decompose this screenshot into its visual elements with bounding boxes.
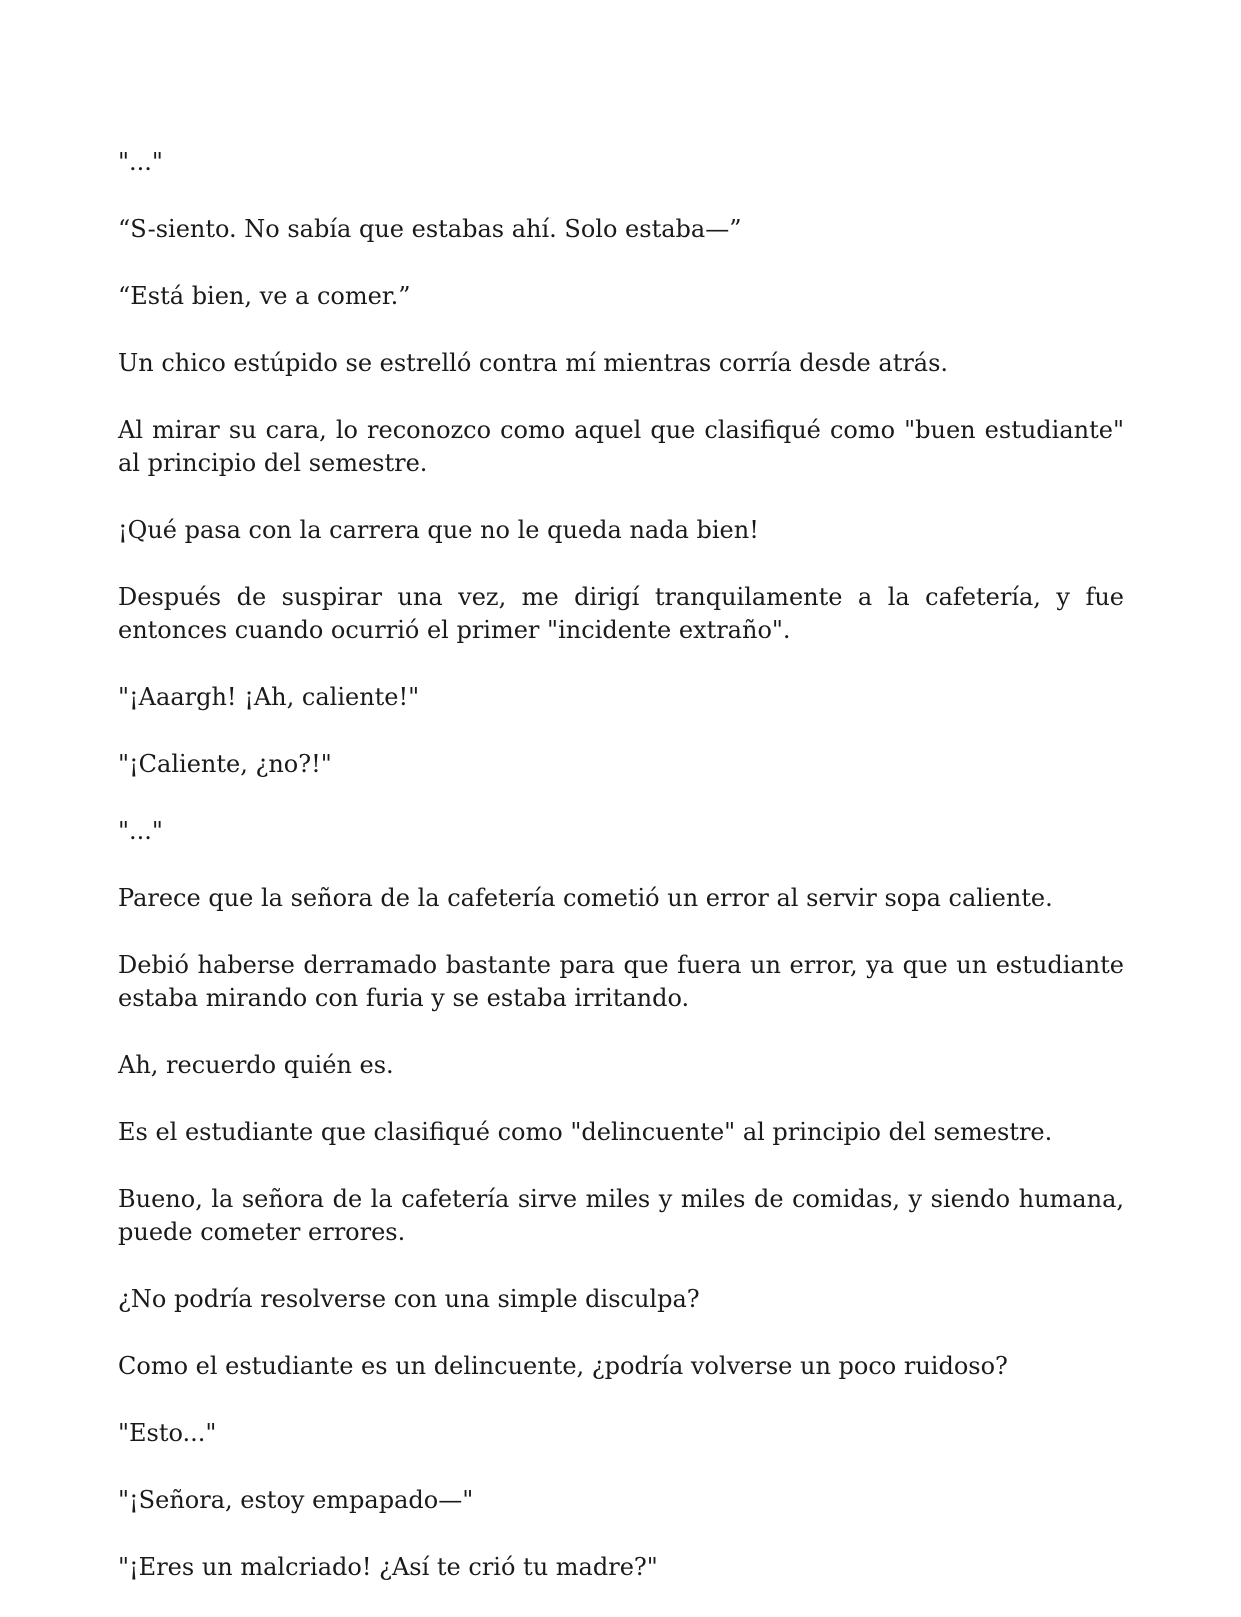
paragraph: "..." xyxy=(118,148,163,176)
paragraph: ¿No podría resolverse con una simple disculpa? xyxy=(118,1285,700,1313)
paragraph: Después de suspirar una vez, me dirigí tranquilamente a la cafetería, y fue entonces cuando ocurrió el primer "incidente extraño". xyxy=(118,583,1124,644)
paragraph: "..." xyxy=(118,817,163,845)
paragraph: “S-siento. No sabía que estabas ahí. Solo estaba—” xyxy=(118,215,742,243)
paragraph: Bueno, la señora de la cafetería sirve miles y miles de comidas, y siendo humana, puede cometer errores. xyxy=(118,1185,1124,1246)
paragraph: "¡Aaargh! ¡Ah, caliente!" xyxy=(118,683,420,711)
paragraph: "Esto..." xyxy=(118,1419,217,1447)
paragraph: Es el estudiante que clasifiqué como "delincuente" al principio del semestre. xyxy=(118,1118,1053,1146)
paragraph: ¡Qué pasa con la carrera que no le queda nada bien! xyxy=(118,516,759,544)
document-body xyxy=(118,146,1124,1617)
paragraph: Debió haberse derramado bastante para que fuera un error, ya que un estudiante estaba mirando con furia y se estaba irritando. xyxy=(118,951,1124,1012)
paragraph: Como el estudiante es un delincuente, ¿podría volverse un poco ruidoso? xyxy=(118,1352,1008,1380)
paragraph: “Está bien, ve a comer.” xyxy=(118,282,411,310)
paragraph: Un chico estúpido se estrelló contra mí mientras corría desde atrás. xyxy=(118,349,949,377)
paragraph: Ah, recuerdo quién es. xyxy=(118,1051,394,1079)
paragraph: Parece que la señora de la cafetería cometió un error al servir sopa caliente. xyxy=(118,884,1053,912)
paragraph: "¡Eres un malcriado! ¿Así te crió tu madre?" xyxy=(118,1553,658,1581)
paragraph: "¡Caliente, ¿no?!" xyxy=(118,750,332,778)
paragraph: "¡Señora, estoy empapado—" xyxy=(118,1486,474,1514)
paragraph: Al mirar su cara, lo reconozco como aquel que clasifiqué como "buen estudiante" al principio del semestre. xyxy=(118,416,1124,477)
